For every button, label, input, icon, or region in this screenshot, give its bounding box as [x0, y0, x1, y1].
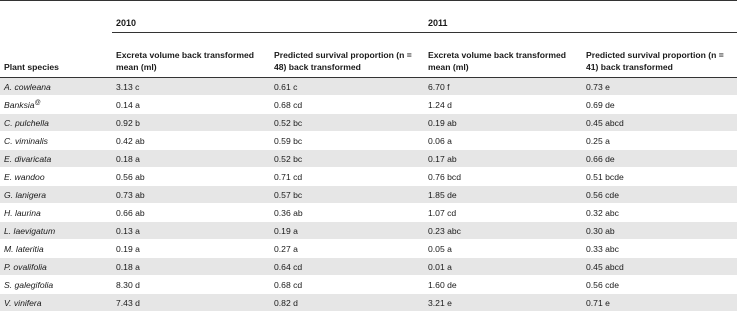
- species-cell: P. ovalifolia: [0, 258, 112, 276]
- species-cell: S. galegifolia: [0, 276, 112, 294]
- table-row: [0, 222, 737, 240]
- species-cell: A. cowleana: [0, 78, 112, 96]
- table-body: [0, 78, 737, 312]
- excreta-2011-cell: 0.76 bcd: [424, 168, 582, 186]
- survival-2010-cell: 0.52 bc: [270, 114, 424, 132]
- table-row: [0, 96, 737, 114]
- excreta-2011-cell: 6.70 f: [424, 78, 582, 96]
- table-top-rule: [0, 1, 737, 15]
- species-cell: M. lateritia: [0, 240, 112, 258]
- excreta-2010-cell: 3.13 c: [112, 78, 270, 96]
- survival-2011-cell: 0.69 de: [582, 96, 737, 114]
- survival-2011-cell: 0.56 cde: [582, 276, 737, 294]
- table-row: [0, 114, 737, 132]
- year-2010-heading: 2010: [112, 14, 424, 33]
- survival-2011-cell: 0.66 de: [582, 150, 737, 168]
- table-bottom-rule: [0, 312, 737, 313]
- survival-2010-cell: 0.68 cd: [270, 96, 424, 114]
- year-2011-heading: 2011: [424, 14, 737, 33]
- excreta-2011-cell: 1.07 cd: [424, 204, 582, 222]
- survival-2011-cell: 0.51 bcde: [582, 168, 737, 186]
- survival-2010-cell: 0.61 c: [270, 78, 424, 96]
- excreta-2011-cell: 0.01 a: [424, 258, 582, 276]
- survival-2010-cell: 0.64 cd: [270, 258, 424, 276]
- excreta-2010-cell: 0.18 a: [112, 258, 270, 276]
- survival-2010-cell: 0.52 bc: [270, 150, 424, 168]
- excreta-2010-cell: 0.42 ab: [112, 132, 270, 150]
- excreta-2010-cell: 0.18 a: [112, 150, 270, 168]
- excreta-2011-cell: 0.05 a: [424, 240, 582, 258]
- header-excreta-2011: Excreta volume back transformed mean (ml): [424, 33, 582, 78]
- survival-2010-cell: 0.57 bc: [270, 186, 424, 204]
- table-row: [0, 258, 737, 276]
- survival-2010-cell: 0.27 a: [270, 240, 424, 258]
- table-row: [0, 186, 737, 204]
- excreta-2010-cell: 0.92 b: [112, 114, 270, 132]
- table-row: [0, 78, 737, 96]
- excreta-2011-cell: 1.24 d: [424, 96, 582, 114]
- header-survival-2010: Predicted survival proportion (n = 48) back transformed: [270, 33, 424, 78]
- excreta-2011-cell: 0.06 a: [424, 132, 582, 150]
- survival-2011-cell: 0.45 abcd: [582, 114, 737, 132]
- table-row: [0, 294, 737, 312]
- excreta-2010-cell: 7.43 d: [112, 294, 270, 312]
- table-row: [0, 276, 737, 294]
- table-row: [0, 240, 737, 258]
- table-row: [0, 132, 737, 150]
- header-excreta-2010: Excreta volume back transformed mean (ml): [112, 33, 270, 78]
- header-plant-species: Plant species: [0, 33, 112, 78]
- survival-2010-cell: 0.68 cd: [270, 276, 424, 294]
- excreta-2010-cell: 0.13 a: [112, 222, 270, 240]
- table-row: [0, 168, 737, 186]
- survival-2011-cell: 0.73 e: [582, 78, 737, 96]
- header-survival-2011: Predicted survival proportion (n = 41) back transformed: [582, 33, 737, 78]
- survival-2010-cell: 0.59 bc: [270, 132, 424, 150]
- species-cell: G. lanigera: [0, 186, 112, 204]
- survival-2011-cell: 0.33 abc: [582, 240, 737, 258]
- excreta-2010-cell: 0.56 ab: [112, 168, 270, 186]
- species-cell: Banksia@: [0, 96, 112, 114]
- survival-2011-cell: 0.45 abcd: [582, 258, 737, 276]
- survival-2011-cell: 0.32 abc: [582, 204, 737, 222]
- excreta-2011-cell: 0.23 abc: [424, 222, 582, 240]
- table-row: [0, 204, 737, 222]
- species-cell: L. laevigatum: [0, 222, 112, 240]
- species-cell: E. wandoo: [0, 168, 112, 186]
- excreta-2011-cell: 1.60 de: [424, 276, 582, 294]
- table-row: [0, 150, 737, 168]
- survival-2010-cell: 0.36 ab: [270, 204, 424, 222]
- excreta-2011-cell: 1.85 de: [424, 186, 582, 204]
- survival-2010-cell: 0.82 d: [270, 294, 424, 312]
- survival-2010-cell: 0.71 cd: [270, 168, 424, 186]
- species-cell: C. pulchella: [0, 114, 112, 132]
- excreta-2010-cell: 0.19 a: [112, 240, 270, 258]
- species-cell: V. vinifera: [0, 294, 112, 312]
- year-header-row: [0, 14, 737, 33]
- survival-2011-cell: 0.56 cde: [582, 186, 737, 204]
- excreta-2011-cell: 3.21 e: [424, 294, 582, 312]
- species-cell: C. viminalis: [0, 132, 112, 150]
- survival-2011-cell: 0.25 a: [582, 132, 737, 150]
- excreta-2010-cell: 8.30 d: [112, 276, 270, 294]
- excreta-2011-cell: 0.19 ab: [424, 114, 582, 132]
- survival-2011-cell: 0.71 e: [582, 294, 737, 312]
- excreta-2010-cell: 0.73 ab: [112, 186, 270, 204]
- excreta-2010-cell: 0.14 a: [112, 96, 270, 114]
- survival-2011-cell: 0.30 ab: [582, 222, 737, 240]
- excreta-2011-cell: 0.17 ab: [424, 150, 582, 168]
- species-cell: E. divaricata: [0, 150, 112, 168]
- column-header-row: [0, 33, 737, 78]
- survival-2010-cell: 0.19 a: [270, 222, 424, 240]
- species-cell: H. laurina: [0, 204, 112, 222]
- excreta-2010-cell: 0.66 ab: [112, 204, 270, 222]
